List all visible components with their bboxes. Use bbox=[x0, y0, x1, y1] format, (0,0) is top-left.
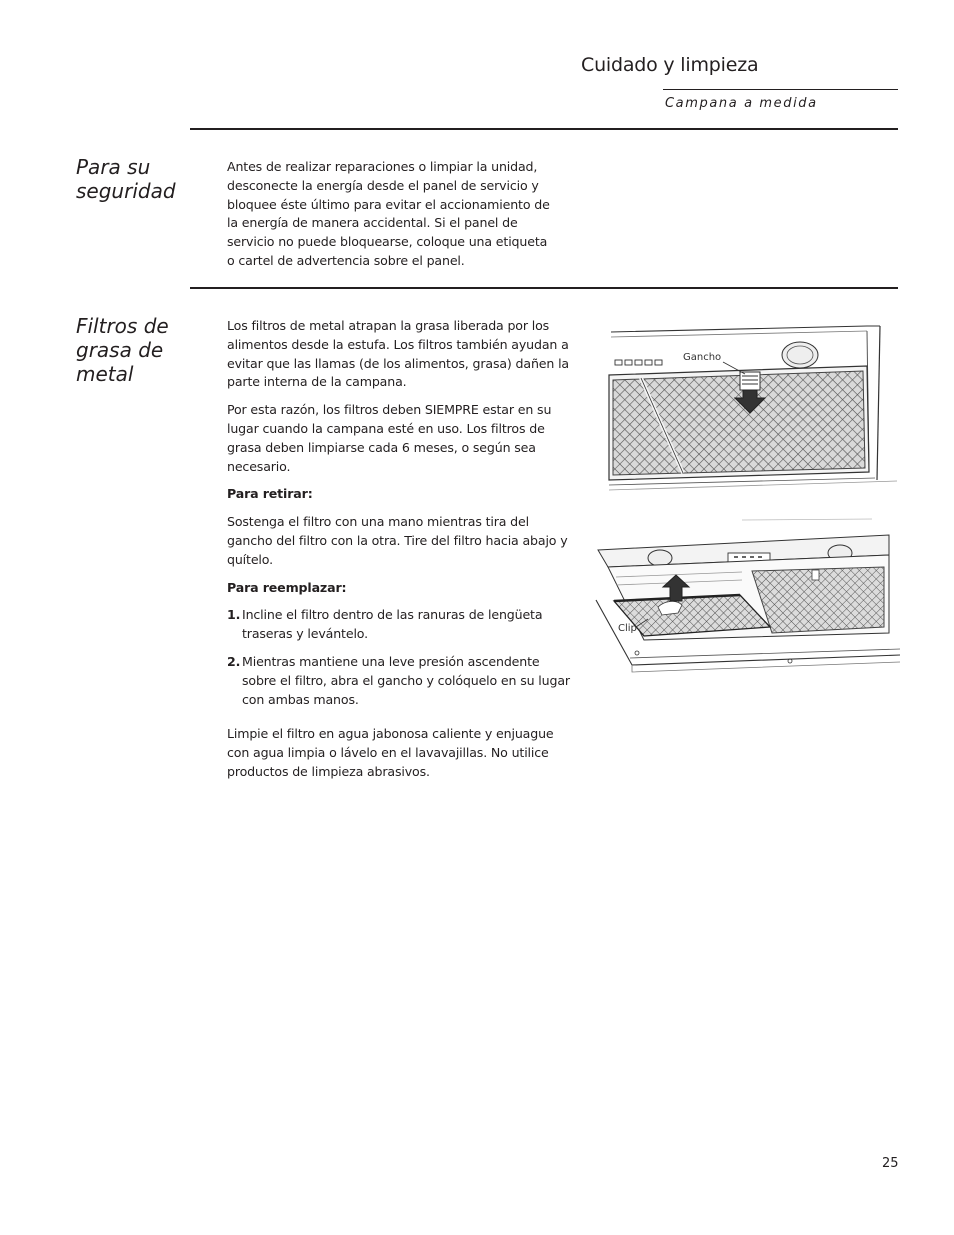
safety-heading-line2: seguridad bbox=[76, 179, 176, 203]
filters-para-1: Los filtros de metal atrapan la grasa liberada por los alimentos desde la estufa. Los filtros también ayudan a evitar que las llamas (de los alimentos, grasa) dañen la parte interna de la campana. bbox=[227, 318, 569, 390]
replace-steps bbox=[227, 606, 572, 709]
safety-heading-line1: Para su bbox=[76, 155, 151, 179]
safety-heading bbox=[76, 155, 196, 203]
replace-step-2 bbox=[227, 653, 572, 709]
page-section-subtitle: Campana a medida bbox=[665, 96, 818, 111]
section-divider-top bbox=[190, 128, 898, 130]
replace-heading: Para reemplazar: bbox=[227, 579, 347, 595]
filters-heading-line2: grasa de bbox=[76, 338, 164, 362]
step-text: Incline el filtro dentro de las ranuras de lengüeta traseras y levántelo. bbox=[242, 607, 543, 642]
step-number: 1. bbox=[227, 607, 241, 623]
page-section-title: Cuidado y limpieza bbox=[581, 54, 759, 76]
section-divider-middle bbox=[190, 287, 898, 289]
header-rule bbox=[663, 89, 898, 90]
page-number: 25 bbox=[882, 1156, 899, 1171]
control-buttons-icon bbox=[615, 360, 662, 365]
filters-heading bbox=[76, 314, 196, 386]
filter-replacement-illustration bbox=[592, 515, 900, 675]
hook-label: Gancho bbox=[683, 352, 722, 363]
step-number: 2. bbox=[227, 653, 241, 669]
remove-text: Sostenga el filtro con una mano mientras tira del gancho del filtro con la otra. Tire del filtro hacia abajo y quítelo. bbox=[227, 514, 568, 567]
filters-heading-line3: metal bbox=[76, 362, 134, 386]
filter-removal-illustration bbox=[605, 320, 900, 495]
step-text: Mientras mantiene una leve presión ascendente sobre el filtro, abra el gancho y colóquelo en su lugar con ambas manos. bbox=[242, 653, 570, 707]
clean-text: Limpie el filtro en agua jabonosa caliente y enjuague con agua limpia o lávelo en el lavavajillas. No utilice productos de limpieza abrasivos. bbox=[227, 726, 554, 779]
light-icon bbox=[782, 342, 818, 368]
safety-body bbox=[227, 158, 552, 280]
filters-body bbox=[227, 317, 572, 791]
clip-label: Clip bbox=[618, 623, 637, 634]
safety-text: Antes de realizar reparaciones o limpiar la unidad, desconecte la energía desde el panel de servicio y bloquee éste último para evitar el accionamiento de la energía de manera accidental. Si el panel de servicio no puede bloquearse, coloque una etiqueta o cartel de advertencia sobre el panel. bbox=[227, 159, 550, 268]
filters-para-2: Por esta razón, los filtros deben SIEMPRE estar en su lugar cuando la campana esté en uso. Los filtros de grasa deben limpiarse cada 6 meses, o según sea necesario. bbox=[227, 402, 552, 474]
remove-heading: Para retirar: bbox=[227, 486, 313, 502]
replace-step-1 bbox=[227, 606, 572, 644]
filters-heading-line1: Filtros de bbox=[76, 314, 169, 338]
